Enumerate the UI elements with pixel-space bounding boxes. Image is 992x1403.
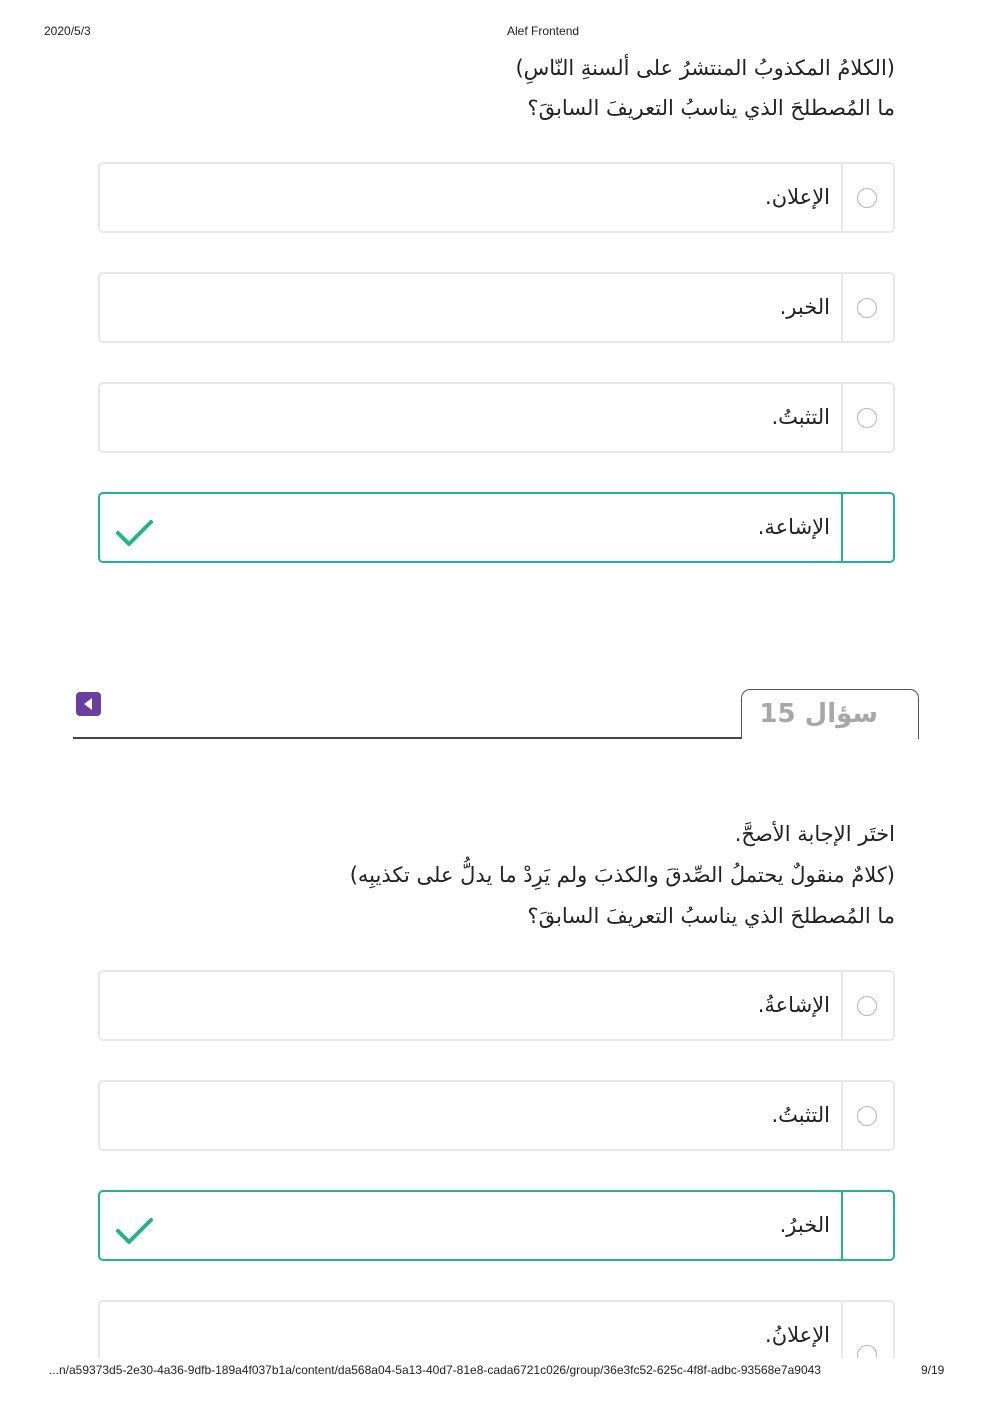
radio-cell[interactable] <box>841 384 893 451</box>
radio-circle-icon[interactable] <box>857 298 877 318</box>
radio-circle-icon[interactable] <box>857 408 877 428</box>
q15-option-1[interactable] <box>98 970 895 1041</box>
q14-option-4[interactable] <box>98 492 895 563</box>
option-label: الإشاعةُ. <box>757 993 830 1017</box>
option-label: التثبتُ. <box>771 1103 830 1127</box>
radio-cell[interactable] <box>841 274 893 341</box>
checkmark-icon <box>115 518 155 548</box>
radio-circle-icon[interactable] <box>857 188 877 208</box>
q14-option-2[interactable] <box>98 272 895 343</box>
q15-prompt: ما المُصطلحَ الذي يناسبُ التعريفَ السابقَ؟ <box>527 904 895 928</box>
option-label: الإشاعة. <box>757 515 830 539</box>
q14-definition: (الكلامُ المكذوبُ المنتشرُ على ألسنةِ النّاسِ) <box>515 56 895 80</box>
print-page-number: 9/19 <box>921 1363 945 1377</box>
q14-option-1[interactable] <box>98 162 895 233</box>
radio-cell[interactable] <box>841 494 893 561</box>
q14-prompt: ما المُصطلحَ الذي يناسبُ التعريفَ السابقَ؟ <box>527 96 895 120</box>
print-date: 2020/5/3 <box>44 24 91 38</box>
print-url: ...n/a59373d5-2e30-4a36-9dfb-189a4f037b1a/content/da568a04-5a13-40d7-81e8-cada6721c026/group/36e3fc52-625c-4f8f-adbc-93568e7a9043 <box>49 1363 821 1377</box>
radio-cell[interactable] <box>841 1302 893 1358</box>
previous-button[interactable] <box>76 692 101 716</box>
option-label: الإعلانُ. <box>765 1323 830 1347</box>
radio-circle-icon[interactable] <box>857 996 877 1016</box>
q15-definition: (كلامٌ منقولٌ يحتملُ الصِّدقَ والكذبَ ولم يَرِدْ ما يدلُّ على تكذيبِه) <box>349 863 895 887</box>
option-label: الخبرُ. <box>779 1213 830 1237</box>
q15-option-2[interactable] <box>98 1080 895 1151</box>
option-label: الإعلان. <box>765 185 830 209</box>
radio-cell[interactable] <box>841 972 893 1039</box>
radio-circle-icon[interactable] <box>857 1345 877 1358</box>
print-title: Alef Frontend <box>507 24 580 38</box>
radio-circle-icon[interactable] <box>857 1106 877 1126</box>
radio-cell[interactable] <box>841 1192 893 1259</box>
caret-left-icon <box>84 698 92 710</box>
q15-option-4[interactable] <box>98 1300 895 1358</box>
q15-option-3[interactable] <box>98 1190 895 1261</box>
question-number: سؤال 15 <box>759 699 878 729</box>
q14-option-3[interactable] <box>98 382 895 453</box>
radio-cell[interactable] <box>841 1082 893 1149</box>
q15-instruction: اختَر الإجابة الأصحَّ. <box>734 822 895 846</box>
question-tab <box>741 689 919 739</box>
checkmark-icon <box>115 1216 155 1246</box>
option-label: التثبتُ. <box>771 405 830 429</box>
option-label: الخبر. <box>779 295 830 319</box>
radio-cell[interactable] <box>841 164 893 231</box>
question-divider <box>73 737 741 739</box>
